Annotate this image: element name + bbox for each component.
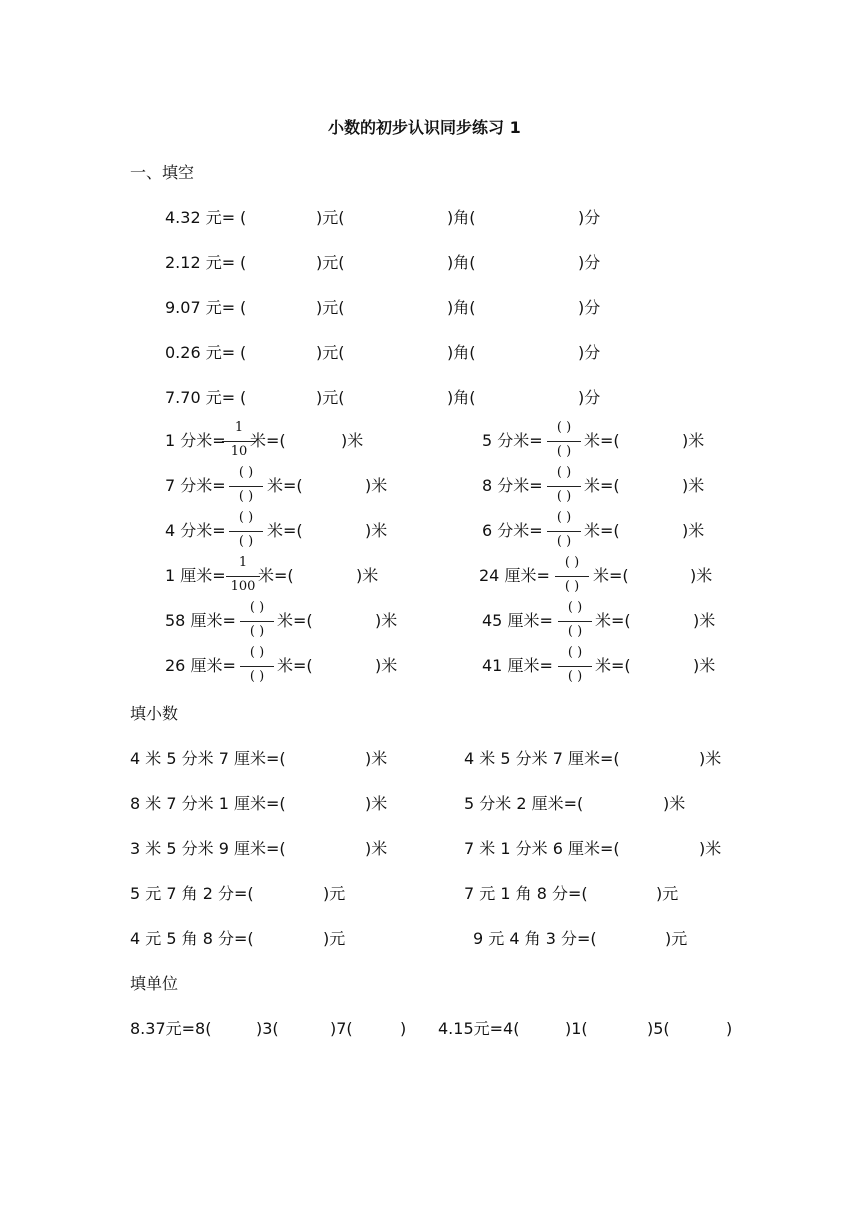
fraction-label: 45 厘米= (482, 611, 553, 630)
fraction (229, 511, 263, 551)
decimal-question: 4 米 5 分米 7 厘米=( (464, 749, 620, 768)
unit-fen: )分 (578, 208, 601, 227)
close-unit: )米 (365, 794, 388, 813)
fraction-label: 24 厘米= (479, 566, 550, 585)
money-value: 7.70 元= (165, 388, 236, 407)
fraction-bar (547, 531, 581, 532)
close-unit: )米 (365, 839, 388, 858)
fraction-denominator: ( ) (238, 489, 254, 504)
close-unit: )元 (665, 929, 688, 948)
fraction-bar (558, 621, 592, 622)
close-unit: )米 (375, 656, 398, 675)
close-unit: )元 (656, 884, 679, 903)
close-unit: )米 (341, 431, 364, 450)
fraction-denominator: ( ) (567, 669, 583, 684)
unit-question-part: )1( (565, 1019, 588, 1038)
decimal-question: 4 米 5 分米 7 厘米=( (130, 749, 286, 768)
fraction-label: 4 分米= (165, 521, 226, 540)
fraction-bar (240, 621, 274, 622)
fraction-denominator: ( ) (556, 534, 572, 549)
open-paren: ( (240, 343, 247, 362)
decimal-question: 9 元 4 角 3 分=( (473, 929, 597, 948)
fraction-denominator: 100 (230, 579, 256, 594)
close-unit: )米 (375, 611, 398, 630)
fraction-label: 8 分米= (482, 476, 543, 495)
unit-jiao: )角( (447, 343, 476, 362)
after-fraction: 米=( (593, 566, 629, 585)
unit-fen: )分 (578, 253, 601, 272)
fraction-denominator: ( ) (249, 669, 265, 684)
close-unit: )元 (323, 884, 346, 903)
fraction-denominator: ( ) (564, 579, 580, 594)
unit-question-part: )3( (256, 1019, 279, 1038)
after-fraction: 米=( (595, 611, 631, 630)
fraction-numerator: ( ) (567, 600, 583, 615)
fraction-denominator: ( ) (556, 489, 572, 504)
fraction (226, 556, 260, 596)
fraction (240, 601, 274, 641)
fraction (547, 421, 581, 461)
decimal-question: 4 元 5 角 8 分=( (130, 929, 254, 948)
after-fraction: 米=( (258, 566, 294, 585)
fraction-numerator: ( ) (567, 645, 583, 660)
open-paren: ( (240, 298, 247, 317)
after-fraction: 米=( (595, 656, 631, 675)
money-value: 9.07 元= (165, 298, 236, 317)
fraction-numerator: ( ) (249, 600, 265, 615)
fraction-numerator: ( ) (238, 465, 254, 480)
fraction-numerator: ( ) (564, 555, 580, 570)
fraction-denominator: ( ) (238, 534, 254, 549)
unit-yuan: )元( (316, 208, 345, 227)
money-value: 4.32 元= (165, 208, 236, 227)
fraction-bar (240, 666, 274, 667)
unit-jiao: )角( (447, 388, 476, 407)
money-value: 0.26 元= (165, 343, 236, 362)
after-fraction: 米=( (250, 431, 286, 450)
after-fraction: 米=( (277, 611, 313, 630)
close-unit: )米 (682, 521, 705, 540)
decimal-question: 7 米 1 分米 6 厘米=( (464, 839, 620, 858)
decimal-question: 5 分米 2 厘米=( (464, 794, 584, 813)
fraction-label: 7 分米= (165, 476, 226, 495)
close-unit: )米 (663, 794, 686, 813)
fraction (558, 601, 592, 641)
fraction-numerator: ( ) (556, 510, 572, 525)
section-heading-fill-blank: 一、填空 (130, 163, 195, 182)
unit-fen: )分 (578, 388, 601, 407)
unit-yuan: )元( (316, 343, 345, 362)
fraction-label: 26 厘米= (165, 656, 236, 675)
fraction-label: 5 分米= (482, 431, 543, 450)
fraction-denominator: 10 (230, 444, 248, 459)
fraction-denominator: ( ) (556, 444, 572, 459)
fraction-denominator: ( ) (567, 624, 583, 639)
section-heading-fill-decimal: 填小数 (130, 704, 179, 723)
fraction-numerator: ( ) (238, 510, 254, 525)
after-fraction: 米=( (267, 476, 303, 495)
fraction-label: 41 厘米= (482, 656, 553, 675)
fraction (229, 466, 263, 506)
money-value: 2.12 元= (165, 253, 236, 272)
fraction-numerator: ( ) (556, 420, 572, 435)
close-unit: )米 (682, 431, 705, 450)
fraction-label: 6 分米= (482, 521, 543, 540)
fraction (555, 556, 589, 596)
fraction (547, 466, 581, 506)
fraction-label: 1 厘米= (165, 566, 226, 585)
fraction-bar (555, 576, 589, 577)
fraction-numerator: ( ) (249, 645, 265, 660)
fraction-bar (558, 666, 592, 667)
unit-question-end: ) (400, 1019, 407, 1038)
fraction-numerator: 1 (238, 555, 248, 570)
unit-question-part: )5( (647, 1019, 670, 1038)
decimal-question: 3 米 5 分米 9 厘米=( (130, 839, 286, 858)
fraction-bar (547, 441, 581, 442)
after-fraction: 米=( (277, 656, 313, 675)
unit-yuan: )元( (316, 253, 345, 272)
close-unit: )米 (365, 476, 388, 495)
unit-question-start: 4.15元=4( (438, 1019, 520, 1038)
page-title: 小数的初步认识同步练习 1 (328, 118, 521, 137)
close-unit: )米 (690, 566, 713, 585)
close-unit: )米 (682, 476, 705, 495)
decimal-question: 8 米 7 分米 1 厘米=( (130, 794, 286, 813)
close-unit: )米 (356, 566, 379, 585)
open-paren: ( (240, 388, 247, 407)
unit-question-start: 8.37元=8( (130, 1019, 212, 1038)
fraction-bar (229, 531, 263, 532)
close-unit: )米 (693, 611, 716, 630)
fraction-numerator: 1 (234, 420, 244, 435)
unit-fen: )分 (578, 343, 601, 362)
decimal-question: 5 元 7 角 2 分=( (130, 884, 254, 903)
section-heading-fill-unit: 填单位 (130, 974, 179, 993)
fraction-bar (547, 486, 581, 487)
unit-yuan: )元( (316, 388, 345, 407)
fraction-label: 1 分米= (165, 431, 226, 450)
close-unit: )米 (365, 749, 388, 768)
unit-jiao: )角( (447, 253, 476, 272)
open-paren: ( (240, 208, 247, 227)
unit-fen: )分 (578, 298, 601, 317)
unit-jiao: )角( (447, 298, 476, 317)
unit-jiao: )角( (447, 208, 476, 227)
after-fraction: 米=( (584, 521, 620, 540)
unit-question-part: )7( (330, 1019, 353, 1038)
close-unit: )米 (699, 839, 722, 858)
fraction (547, 511, 581, 551)
decimal-question: 7 元 1 角 8 分=( (464, 884, 588, 903)
after-fraction: 米=( (584, 476, 620, 495)
open-paren: ( (240, 253, 247, 272)
fraction-bar (229, 486, 263, 487)
fraction (558, 646, 592, 686)
unit-yuan: )元( (316, 298, 345, 317)
after-fraction: 米=( (267, 521, 303, 540)
close-unit: )米 (693, 656, 716, 675)
unit-question-end: ) (726, 1019, 733, 1038)
fraction (240, 646, 274, 686)
close-unit: )元 (323, 929, 346, 948)
fraction-numerator: ( ) (556, 465, 572, 480)
fraction-bar (226, 576, 260, 577)
fraction-denominator: ( ) (249, 624, 265, 639)
fraction-label: 58 厘米= (165, 611, 236, 630)
close-unit: )米 (365, 521, 388, 540)
close-unit: )米 (699, 749, 722, 768)
after-fraction: 米=( (584, 431, 620, 450)
